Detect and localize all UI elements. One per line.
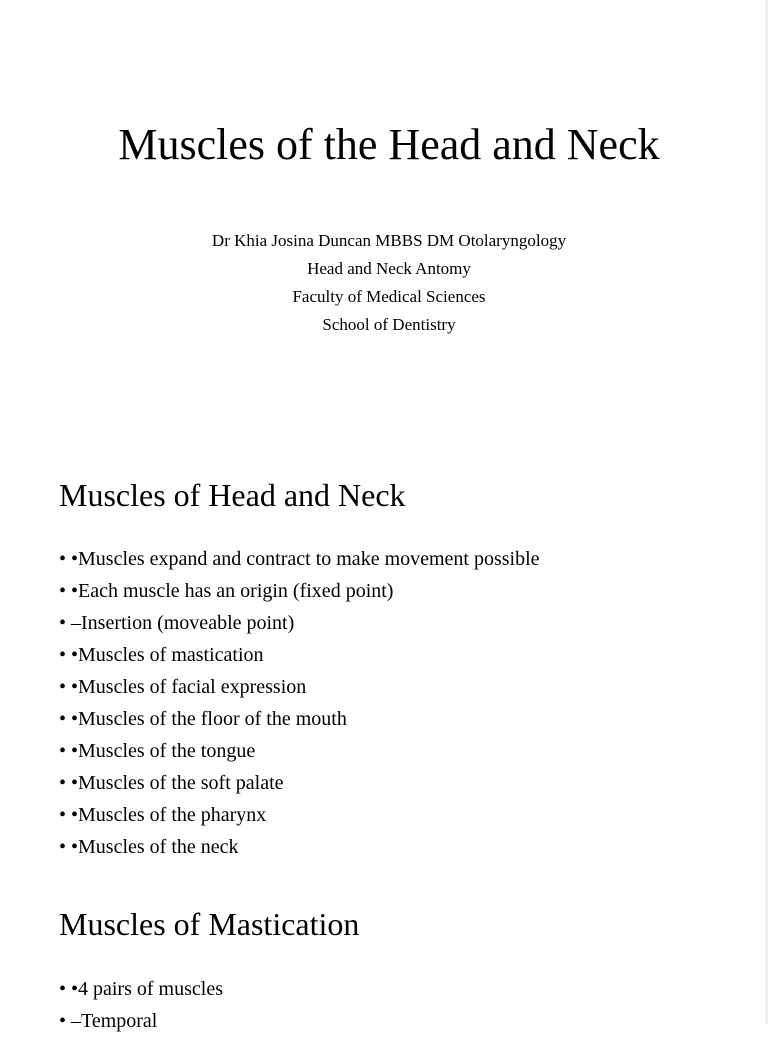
list-item-text: •Muscles of the soft palate	[71, 772, 284, 794]
author-line: Dr Khia Josina Duncan MBBS DM Otolaryngology	[211, 231, 567, 250]
bullet-marker: •	[59, 804, 67, 826]
section-heading: Muscles of Head and Neck	[59, 477, 406, 513]
school-line: School of Dentistry	[322, 315, 456, 334]
list-item	[59, 1005, 223, 1037]
list-item-text: •Muscles expand and contract to make movement possible	[71, 548, 540, 570]
list-item	[59, 703, 540, 735]
bullet-marker: •	[59, 676, 67, 698]
list-item	[59, 671, 540, 703]
bullet-list	[59, 543, 540, 863]
list-item	[59, 639, 540, 671]
list-item-text: •4 pairs of muscles	[71, 978, 223, 1000]
bullet-marker: •	[59, 836, 67, 858]
bullet-marker: •	[59, 644, 67, 666]
list-item-text: •Muscles of the pharynx	[71, 804, 267, 826]
list-item	[59, 973, 223, 1005]
course-line: Head and Neck Antomy	[307, 259, 471, 278]
bullet-marker: •	[59, 978, 67, 1000]
list-item	[59, 543, 540, 575]
bullet-marker: •	[59, 1010, 67, 1032]
list-item-text: •Muscles of the tongue	[71, 740, 256, 762]
list-item	[59, 607, 540, 639]
list-item-text: •Muscles of facial expression	[71, 676, 307, 698]
bullet-list	[59, 973, 223, 1037]
list-item-text: •Each muscle has an origin (fixed point)	[71, 580, 394, 602]
bullet-marker: •	[59, 772, 67, 794]
bullet-marker: •	[59, 708, 67, 730]
bullet-marker: •	[59, 548, 67, 570]
subtitle-block	[84, 227, 694, 339]
list-item-text: –Temporal	[71, 1010, 158, 1032]
document-title: Muscles of the Head and Neck	[118, 120, 660, 169]
list-item-text: •Muscles of mastication	[71, 644, 264, 666]
bullet-marker: •	[59, 612, 67, 634]
list-item-text: •Muscles of the neck	[71, 836, 239, 858]
list-item	[59, 575, 540, 607]
list-item-text: •Muscles of the floor of the mouth	[71, 708, 347, 730]
list-item	[59, 735, 540, 767]
section-heading: Muscles of Mastication	[59, 906, 360, 942]
title-slide	[0, 0, 768, 440]
bullet-marker: •	[59, 580, 67, 602]
bullet-marker: •	[59, 740, 67, 762]
faculty-line: Faculty of Medical Sciences	[292, 287, 486, 306]
list-item-text: –Insertion (moveable point)	[71, 612, 295, 634]
list-item	[59, 831, 540, 863]
list-item	[59, 799, 540, 831]
list-item	[59, 767, 540, 799]
